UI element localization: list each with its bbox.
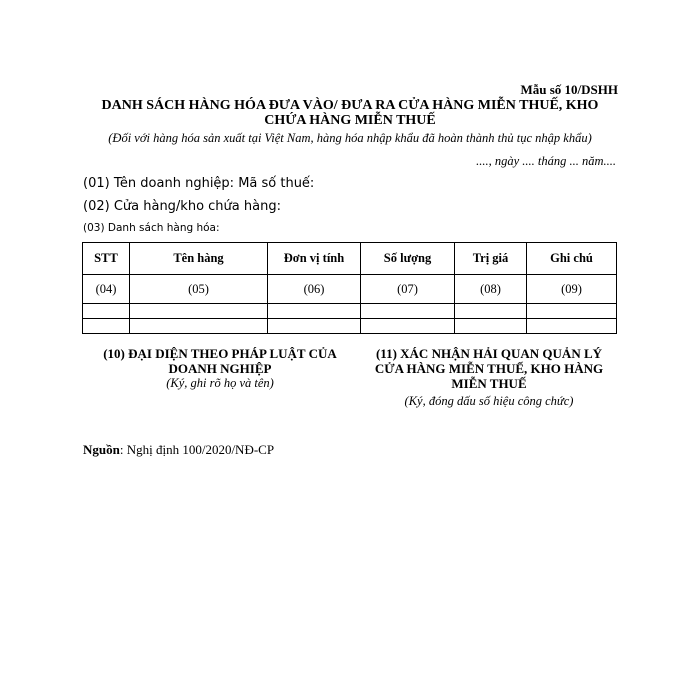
table-cell [268, 304, 361, 319]
table-row [83, 304, 617, 319]
table-cell [83, 319, 130, 334]
table-cell: (08) [455, 275, 527, 304]
table-cell [527, 304, 617, 319]
form-code: Mẫu số 10/DSHH [520, 82, 618, 97]
table-cell [361, 319, 455, 334]
table-cell: (05) [130, 275, 268, 304]
date-line: ...., ngày .... tháng ... năm.... [476, 154, 616, 168]
table-cell [361, 304, 455, 319]
title-line-2: CHỨA HÀNG MIỄN THUẾ [264, 113, 436, 128]
signature-heading-line-1: (11) XÁC NHẬN HẢI QUAN QUẢN LÝ [375, 346, 603, 361]
table-cell: (07) [361, 275, 455, 304]
table-cell [455, 319, 527, 334]
table-cell: (04) [83, 275, 130, 304]
source-label: Nguồn [83, 442, 120, 457]
field-goods-list: (03) Danh sách hàng hóa: [83, 222, 220, 234]
table-cell [83, 304, 130, 319]
signature-block-enterprise [90, 346, 350, 391]
source-line [83, 442, 274, 458]
table-code-row [83, 275, 617, 304]
signature-block-customs [358, 346, 620, 409]
table-cell: (06) [268, 275, 361, 304]
field-enterprise-name: (01) Tên doanh nghiệp: Mã số thuế: [83, 176, 315, 191]
document-subtitle: (Đối với hàng hóa sản xuất tại Việt Nam, hàng hóa nhập khẩu đã hoàn thành thủ tục nhập khẩu) [108, 131, 592, 145]
table-cell [268, 319, 361, 334]
goods-table [82, 242, 617, 334]
signature-note: (Ký, đóng dấu số hiệu công chức) [404, 394, 574, 408]
table-cell: (09) [527, 275, 617, 304]
column-header-ghi-chu: Ghi chú [527, 243, 617, 275]
signature-heading-line-2: DOANH NGHIỆP [168, 361, 272, 376]
column-header-don-vi-tinh: Đơn vị tính [268, 243, 361, 275]
signature-heading-line-2: CỬA HÀNG MIỄN THUẾ, KHO HÀNG [374, 361, 604, 376]
table-cell [130, 319, 268, 334]
table-row [83, 319, 617, 334]
document-title [80, 98, 620, 128]
title-line-1: DANH SÁCH HÀNG HÓA ĐƯA VÀO/ ĐƯA RA CỬA HÀNG MIỄN THUẾ, KHO [101, 98, 599, 113]
signature-note: (Ký, ghi rõ họ và tên) [166, 376, 274, 390]
column-header-so-luong: Số lượng [361, 243, 455, 275]
table-cell [130, 304, 268, 319]
table-cell [455, 304, 527, 319]
signature-heading-line-1: (10) ĐẠI DIỆN THEO PHÁP LUẬT CỦA [103, 346, 337, 361]
column-header-ten-hang: Tên hàng [130, 243, 268, 275]
table-header-row [83, 243, 617, 275]
signature-heading-line-3: MIỄN THUẾ [451, 376, 527, 391]
source-text: : Nghị định 100/2020/NĐ-CP [119, 442, 275, 457]
column-header-tri-gia: Trị giá [455, 243, 527, 275]
table-cell [527, 319, 617, 334]
column-header-stt: STT [83, 243, 130, 275]
field-store-warehouse: (02) Cửa hàng/kho chứa hàng: [83, 199, 281, 214]
